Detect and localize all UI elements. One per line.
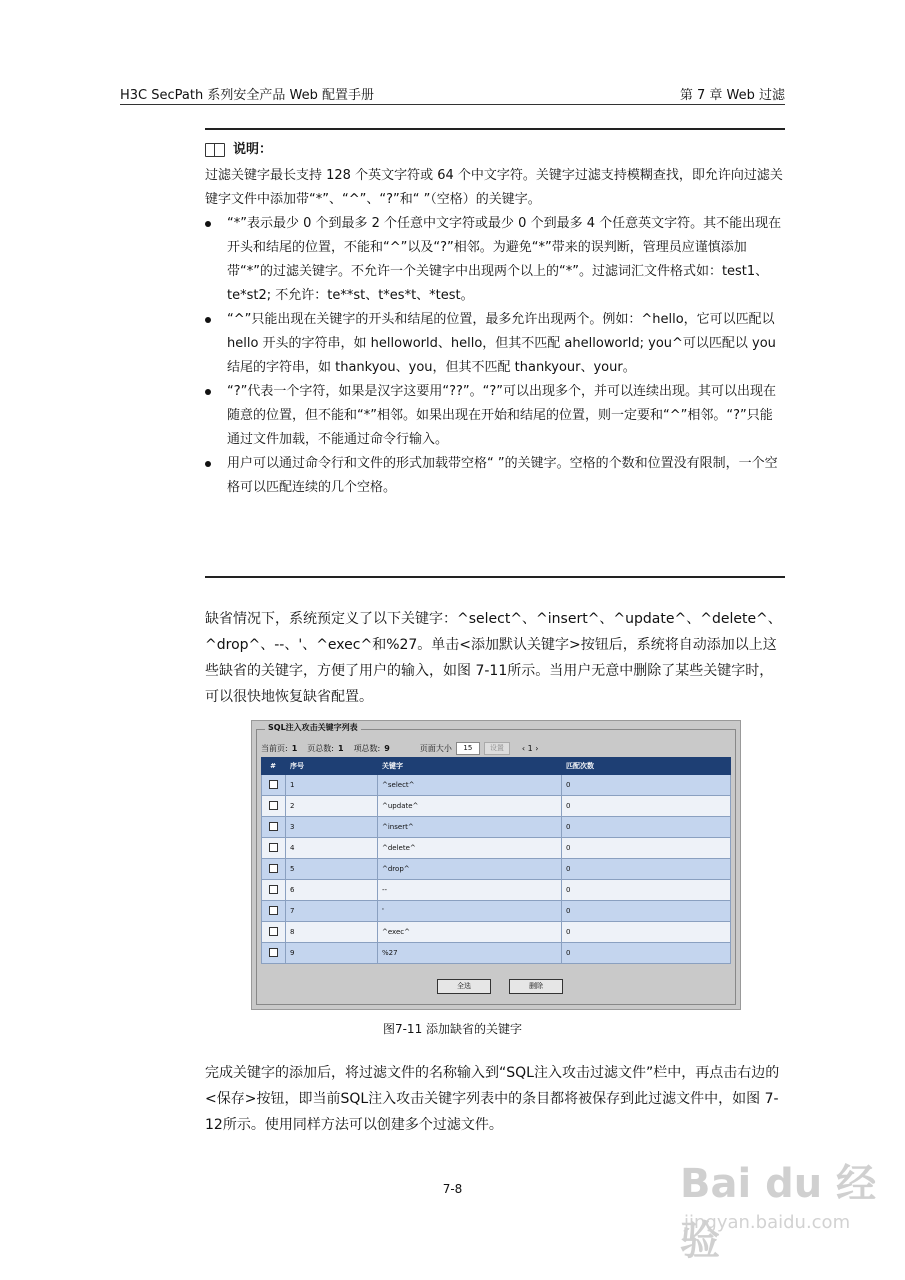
total-items: 9 <box>384 744 390 753</box>
note-title: 说明： <box>233 142 273 157</box>
row-checkbox[interactable] <box>269 948 278 957</box>
note-title-row <box>205 138 785 162</box>
delete-button[interactable]: 删除 <box>509 979 563 994</box>
row-checkbox[interactable] <box>269 801 278 810</box>
table-row: 9 %27 0 <box>262 943 731 964</box>
table-row: 6 -- 0 <box>262 880 731 901</box>
table-row: 1 ^select^ 0 <box>262 775 731 796</box>
table-row: 7 ' 0 <box>262 901 731 922</box>
header-rule <box>120 104 785 105</box>
figure-caption: 图7-11 添加缺省的关键字 <box>382 1022 523 1036</box>
book-icon <box>205 143 225 157</box>
bullet-dot <box>205 389 211 395</box>
table-row: 5 ^drop^ 0 <box>262 859 731 880</box>
table-row: 3 ^insert^ 0 <box>262 817 731 838</box>
note-box <box>205 138 785 500</box>
col-no: 序号 <box>286 758 378 775</box>
bullet-dot <box>205 221 211 227</box>
bullet-dot <box>205 461 211 467</box>
table-row: 4 ^delete^ 0 <box>262 838 731 859</box>
note-bullet: “^”只能出现在关键字的开头和结尾的位置，最多允许出现两个。例如：^hello，它可以匹配以 hello 开头的字符串，如 helloworld、hello，但其不匹配 ahelloworld; you^可以匹配以 you 结尾的字符串，如 thankyou、you，但其不匹配 thankyour、your。 <box>205 308 785 380</box>
page-nav[interactable]: ‹ 1 › <box>521 744 539 753</box>
row-checkbox[interactable] <box>269 780 278 789</box>
col-keyword: 关键字 <box>378 758 562 775</box>
pager: 当前页: 1 页总数: 1 项总数: 9 页面大小 15 设置 ‹ 1 › <box>261 744 539 753</box>
page-number: 7-8 <box>442 1182 463 1196</box>
figure-screenshot <box>251 720 741 1010</box>
note-intro: 过滤关键字最长支持 128 个英文字符或 64 个中文字符。关键字过滤支持模糊查找，即允许向过滤关键字文件中添加带“*”、“^”、“?”和“ ”（空格）的关键字。 <box>205 168 783 207</box>
row-checkbox[interactable] <box>269 927 278 936</box>
total-pages: 1 <box>337 744 344 753</box>
note-top-rule <box>205 128 785 130</box>
note-bullets <box>205 212 785 500</box>
header-left: H3C SecPath 系列安全产品 Web 配置手册 <box>120 88 374 103</box>
note-bullet: “*”表示最少 0 个到最多 2 个任意中文字符或最少 0 个到最多 4 个任意英文字符。其不能出现在开头和结尾的位置，不能和“^”以及“?”相邻。为避免“*”带来的误判断，管理员应谨慎添加带“*”的过滤关键字。不允许一个关键字中出现两个以上的“*”。过滤词汇文件格式如：test1、te*st2; 不允许：te**st、t*es*t、*test。 <box>205 212 785 308</box>
col-count: 匹配次数 <box>562 758 731 775</box>
row-checkbox[interactable] <box>269 906 278 915</box>
body-paragraph-2: 完成关键字的添加后，将过滤文件的名称输入到“SQL注入攻击过滤文件”栏中，再点击右边的<保存>按钮，即当前SQL注入攻击关键字列表中的条目都将被保存到此过滤文件中，如图 7-12所示。使用同样方法可以创建多个过滤文件。 <box>205 1065 780 1133</box>
row-checkbox[interactable] <box>269 843 278 852</box>
current-page: 1 <box>291 744 298 753</box>
row-checkbox[interactable] <box>269 864 278 873</box>
table-header <box>262 758 731 775</box>
bullet-dot <box>205 317 211 323</box>
table-row: 8 ^exec^ 0 <box>262 922 731 943</box>
row-checkbox[interactable] <box>269 822 278 831</box>
apply-page-size-button[interactable]: 设置 <box>484 742 510 755</box>
panel-legend: SQL注入攻击关键字列表 <box>265 722 361 733</box>
keyword-table <box>261 757 731 964</box>
col-check: # <box>262 758 286 775</box>
baidu-watermark-url: jingyan.baidu.com <box>684 1212 851 1233</box>
note-bullet: “?”代表一个字符，如果是汉字这要用“??”。“?”可以出现多个，并可以连续出现。其可以出现在随意的位置，但不能和“*”相邻。如果出现在开始和结尾的位置，则一定要和“^”相邻。“?”只能通过文件加载，不能通过命令行输入。 <box>205 380 785 452</box>
page-size-input[interactable]: 15 <box>456 742 480 755</box>
row-checkbox[interactable] <box>269 885 278 894</box>
select-all-button[interactable]: 全选 <box>437 979 491 994</box>
body-paragraph-1: 缺省情况下，系统预定义了以下关键字：^select^、^insert^、^update^、^delete^、^drop^、--、'、^exec^和%27。单击<添加默认关键字>按钮后，系统将自动添加以上这些缺省的关键字，方便了用户的输入，如图 7-11所示。当用户无意中删除了某些关键字时，可以很快地恢复缺省配置。 <box>205 611 782 705</box>
note-bottom-rule <box>205 576 785 578</box>
keyword-list-panel <box>256 723 736 1005</box>
baidu-watermark-logo: Bai du 经验 <box>680 1161 877 1264</box>
header-right: 第 7 章 Web 过滤 <box>679 88 785 103</box>
note-bullet: 用户可以通过命令行和文件的形式加载带空格“ ”的关键字。空格的个数和位置没有限制，一个空格可以匹配连续的几个空格。 <box>205 452 785 500</box>
table-row: 2 ^update^ 0 <box>262 796 731 817</box>
